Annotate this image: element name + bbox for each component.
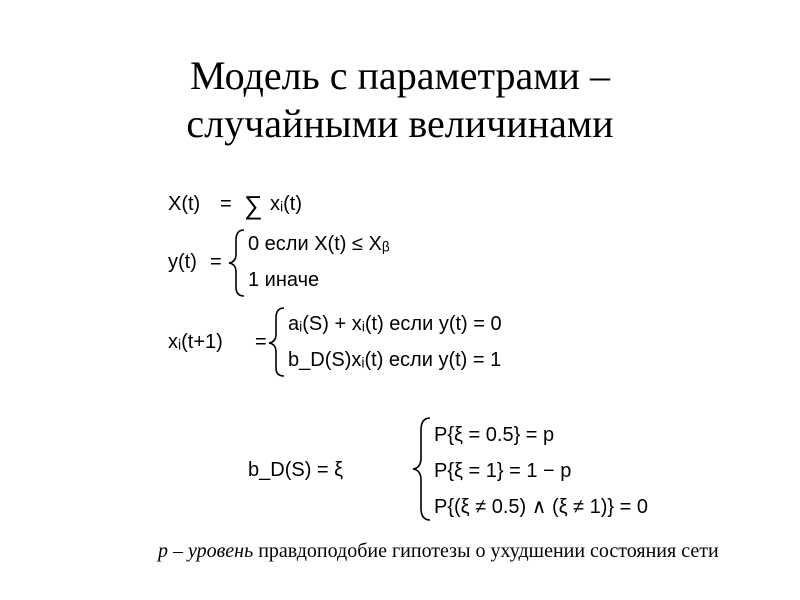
eq1-equals: = — [220, 193, 232, 215]
eq1-lhs: X(t) — [168, 193, 201, 215]
equation-y — [168, 230, 390, 296]
footnote-emphasis: p – уровень — [158, 540, 254, 562]
eq4-case-3: P{(ξ ≠ 0.5) ∧ (ξ ≠ 1)} = 0 — [434, 496, 649, 518]
title-line-1: Модель с параметрами – — [190, 53, 610, 98]
eq2-case-1: 0 если X(t) ≤ Xᵦ — [248, 233, 390, 255]
title-line-2: случайными величинами — [186, 101, 614, 146]
eq4-brace-icon — [413, 418, 430, 520]
eq4-case-1: P{ξ = 0.5} = p — [434, 424, 555, 446]
eq3-lhs: xᵢ(t+1) — [168, 331, 223, 353]
eq2-lhs: y(t) — [168, 251, 197, 273]
eq3-case-1: aᵢ(S) + xᵢ(t) если y(t) = 0 — [288, 313, 502, 335]
eq4-lhs: b_D(S) = ξ — [248, 459, 344, 481]
equation-x-next — [168, 308, 502, 376]
eq1-rhs: xᵢ(t) — [270, 193, 303, 215]
equation-sum — [168, 190, 302, 220]
footnote-text: правдоподобие гипотезы о ухудшении состояния сети — [253, 540, 719, 562]
eq2-equals: = — [210, 251, 222, 273]
eq3-equals: = — [255, 331, 267, 353]
equation-bd — [248, 418, 648, 520]
eq3-brace-icon — [269, 308, 284, 376]
eq2-brace-icon — [229, 230, 244, 296]
eq3-case-2: b_D(S)xᵢ(t) если y(t) = 1 — [288, 349, 502, 371]
footnote — [158, 538, 758, 564]
eq4-case-2: P{ξ = 1} = 1 − p — [434, 460, 572, 482]
eq2-case-2: 1 иначе — [248, 269, 320, 291]
sum-symbol: ∑ — [244, 190, 263, 220]
